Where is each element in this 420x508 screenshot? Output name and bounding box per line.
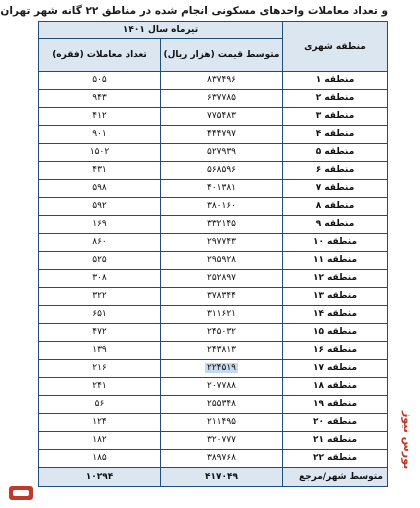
region-cell: منطقه ۱۳ <box>283 288 388 306</box>
count-cell: ۲۱۶ <box>39 360 161 378</box>
region-cell: منطقه ۲۲ <box>283 450 388 468</box>
count-cell: ۱۵۰۲ <box>39 144 161 162</box>
total-avg-price: ۴۱۷۰۴۹ <box>161 468 283 487</box>
count-cell: ۴۷۲ <box>39 324 161 342</box>
total-region-label: متوسط شهر/مرجع <box>283 468 388 487</box>
count-cell: ۶۵۱ <box>39 306 161 324</box>
table-body <box>39 72 388 468</box>
region-cell: منطقه ۳ <box>283 108 388 126</box>
region-cell: منطقه ۴ <box>283 126 388 144</box>
avg-price-cell: ۳۳۲۱۴۵ <box>161 216 283 234</box>
count-cell: ۸۶۰ <box>39 234 161 252</box>
table-row <box>39 144 388 162</box>
count-cell: ۹۴۳ <box>39 90 161 108</box>
avg-price-cell: ۲۵۵۳۴۸ <box>161 396 283 414</box>
count-cell: ۳۲۲ <box>39 288 161 306</box>
count-cell: ۹۰۱ <box>39 126 161 144</box>
table-row <box>39 198 388 216</box>
region-cell: منطقه ۱۹ <box>283 396 388 414</box>
region-cell: منطقه ۱۸ <box>283 378 388 396</box>
region-cell: منطقه ۱ <box>283 72 388 90</box>
count-cell: ۵۰۵ <box>39 72 161 90</box>
count-cell: ۵۹۲ <box>39 198 161 216</box>
region-cell: منطقه ۲۰ <box>283 414 388 432</box>
region-cell: منطقه ۶ <box>283 162 388 180</box>
table-row <box>39 342 388 360</box>
avg-price-cell: ۲۵۲۸۹۷ <box>161 270 283 288</box>
region-cell: منطقه ۹ <box>283 216 388 234</box>
watermark-logo: بورس نیوز <box>401 410 414 470</box>
count-cell: ۲۴۱ <box>39 378 161 396</box>
count-cell: ۵۹۸ <box>39 180 161 198</box>
header-region: منطقه شهری <box>283 22 388 72</box>
region-cell: منطقه ۵ <box>283 144 388 162</box>
count-cell: ۴۳۱ <box>39 162 161 180</box>
region-cell: منطقه ۱۶ <box>283 342 388 360</box>
highlighted-value: ۲۲۴۵۱۹ <box>206 363 236 373</box>
count-cell: ۱۸۵ <box>39 450 161 468</box>
region-cell: منطقه ۲۱ <box>283 432 388 450</box>
table-row <box>39 216 388 234</box>
region-cell: منطقه ۱۱ <box>283 252 388 270</box>
table-row <box>39 252 388 270</box>
avg-price-cell: ۴۰۱۳۸۱ <box>161 180 283 198</box>
avg-price-cell: ۷۷۵۴۸۳ <box>161 108 283 126</box>
total-row <box>39 468 388 487</box>
avg-price-cell: ۲۴۳۸۱۳ <box>161 342 283 360</box>
total-count: ۱۰۲۹۴ <box>39 468 161 487</box>
table-row <box>39 162 388 180</box>
region-cell: منطقه ۱۷ <box>283 360 388 378</box>
count-cell: ۵۲۵ <box>39 252 161 270</box>
table-row <box>39 378 388 396</box>
count-cell: ۱۸۲ <box>39 432 161 450</box>
site-logo-icon <box>8 484 34 502</box>
avg-price-cell: ۲۹۷۷۴۳ <box>161 234 283 252</box>
region-cell: منطقه ۱۵ <box>283 324 388 342</box>
transactions-table <box>38 21 388 487</box>
table-title: و تعداد معاملات واحدهای مسکونی انجام شده در مناطق ۲۲ گانه شهر تهران <box>0 5 388 17</box>
region-cell: منطقه ۸ <box>283 198 388 216</box>
region-cell: منطقه ۲ <box>283 90 388 108</box>
header-count: تعداد معاملات (فقره) <box>39 39 161 72</box>
avg-price-cell: ۳۸۹۷۶۸ <box>161 450 283 468</box>
table-row <box>39 288 388 306</box>
region-cell: منطقه ۷ <box>283 180 388 198</box>
table-row <box>39 234 388 252</box>
region-cell: منطقه ۱۴ <box>283 306 388 324</box>
avg-price-cell: ۳۸۰۱۶۰ <box>161 198 283 216</box>
avg-price-cell: ۲۴۵۰۳۲ <box>161 324 283 342</box>
count-cell: ۳۰۸ <box>39 270 161 288</box>
table-row <box>39 450 388 468</box>
table-row <box>39 108 388 126</box>
avg-price-cell: ۲۰۷۷۸۸ <box>161 378 283 396</box>
avg-price-cell: ۶۳۷۷۸۵ <box>161 90 283 108</box>
table-row <box>39 396 388 414</box>
header-period: تیرماه سال ۱۴۰۱ <box>39 22 283 39</box>
count-cell: ۱۶۹ <box>39 216 161 234</box>
avg-price-cell: ۳۷۸۳۴۴ <box>161 288 283 306</box>
table-row <box>39 180 388 198</box>
count-cell: ۱۳۹ <box>39 342 161 360</box>
avg-price-cell: ۴۴۴۷۹۷ <box>161 126 283 144</box>
count-cell: ۵۶ <box>39 396 161 414</box>
avg-price-cell: ۳۲۰۷۷۷ <box>161 432 283 450</box>
avg-price-cell: ۵۲۷۹۳۹ <box>161 144 283 162</box>
avg-price-cell: ۸۳۷۴۹۶ <box>161 72 283 90</box>
table-row <box>39 270 388 288</box>
table-row <box>39 306 388 324</box>
table-row <box>39 414 388 432</box>
count-cell: ۴۱۲ <box>39 108 161 126</box>
avg-price-cell: ۵۶۸۵۹۶ <box>161 162 283 180</box>
table-row <box>39 432 388 450</box>
header-avg-price: متوسط قیمت (هزار ریال) <box>161 39 283 72</box>
table-row <box>39 126 388 144</box>
avg-price-cell: ۳۱۱۶۲۱ <box>161 306 283 324</box>
region-cell: منطقه ۱۲ <box>283 270 388 288</box>
table-row <box>39 360 388 378</box>
table-row <box>39 90 388 108</box>
avg-price-cell <box>161 360 283 378</box>
table-row <box>39 324 388 342</box>
count-cell: ۱۲۴ <box>39 414 161 432</box>
table-row <box>39 72 388 90</box>
avg-price-cell: ۲۱۱۴۹۵ <box>161 414 283 432</box>
region-cell: منطقه ۱۰ <box>283 234 388 252</box>
avg-price-cell: ۲۹۵۹۲۸ <box>161 252 283 270</box>
